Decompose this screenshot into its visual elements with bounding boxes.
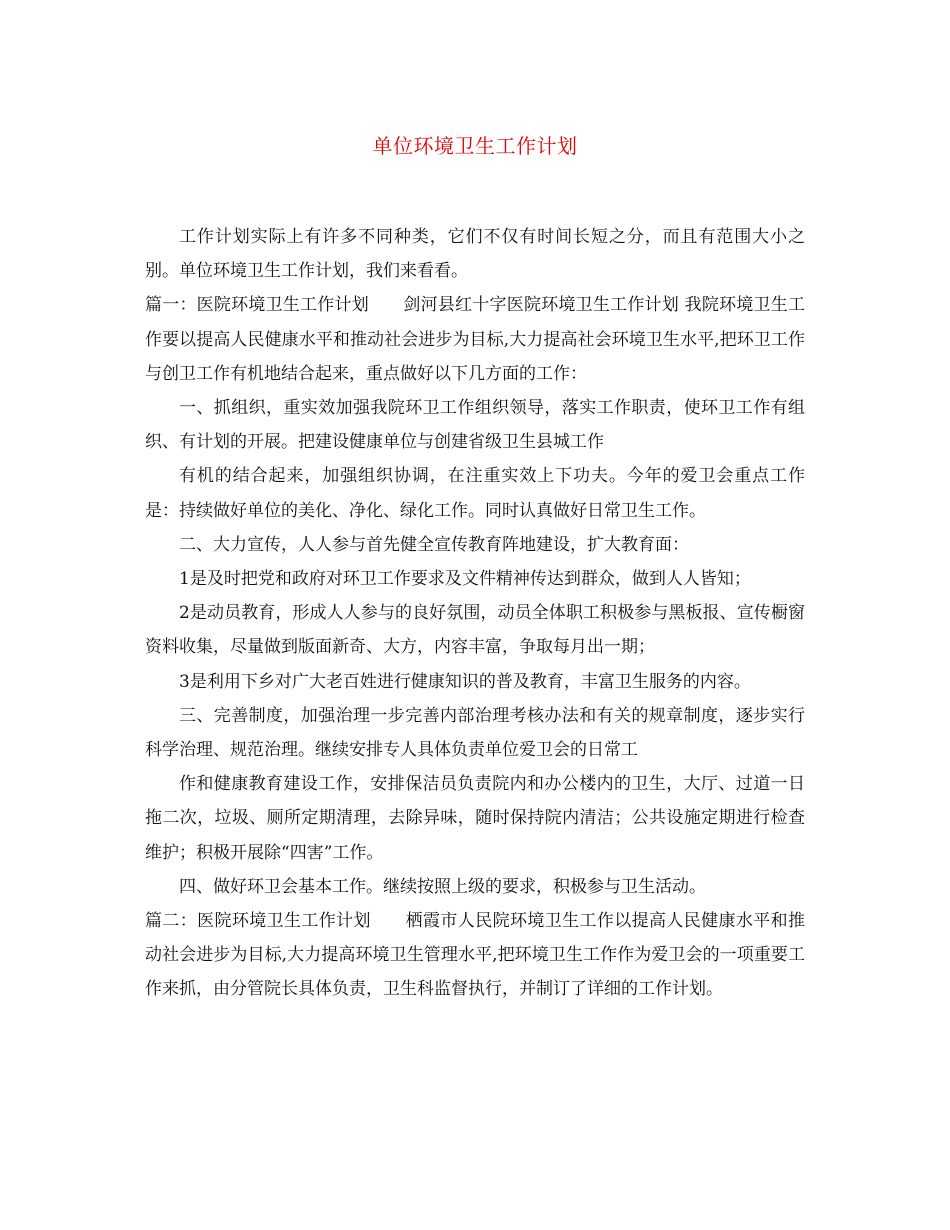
paragraph-item-four: 四、做好环卫会基本工作。继续按照上级的要求，积极参与卫生活动。 bbox=[179, 876, 706, 897]
paragraph-item-three-continued: 作和健康教育建设工作，安排保洁员负责院内和办公楼内的卫生，大厅、过道一日拖二次，垃圾、厕所定期清理，去除异味，随时保持院内清洁；公共设施定期进行检查维护；积极开展除“四害”工作。 bbox=[145, 774, 805, 863]
paragraph-item-three: 三、完善制度，加强治理一步完善内部治理考核办法和有关的规章制度，逐步实行科学治理、规范治理。继续安排专人具体负责单位爱卫会的日常工 bbox=[145, 705, 805, 761]
paragraph-point-2: 2是动员教育，形成人人参与的良好氛围，动员全体职工积极参与黑板报、宣传橱窗资料收集，尽量做到版面新奇、大方，内容丰富，争取每月出一期； bbox=[145, 603, 805, 658]
paragraph-item-two: 二、大力宣传，人人参与首先健全宣传教育阵地建设，扩大教育面： bbox=[179, 534, 689, 555]
paragraph-item-one: 一、抓组织，重实效加强我院环卫工作组织领导，落实工作职责，使环卫工作有组织、有计划的开展。把建设健康单位与创建省级卫生县城工作 bbox=[145, 398, 805, 453]
paragraph-part-two: 篇二：医院环境卫生工作计划 栖霞市人民院环境卫生工作以提高人民健康水平和推动社会进步为目标,大力提高环境卫生管理水平,把环境卫生工作作为爱卫会的一项重要工作来抓，由分管院长具体负责，卫生科监督执行，并制订了详细的工作计划。 bbox=[145, 911, 805, 1000]
paragraph-intro: 工作计划实际上有许多不同种类，它们不仅有时间长短之分，而且有范围大小之别。单位环境卫生工作计划，我们来看看。 bbox=[145, 227, 805, 282]
paragraph-point-1: 1是及时把党和政府对环卫工作要求及文件精神传达到群众，做到人人皆知； bbox=[179, 569, 751, 590]
document-body bbox=[145, 220, 805, 1007]
paragraph-point-3: 3是利用下乡对广大老百姓进行健康知识的普及教育，丰富卫生服务的内容。 bbox=[179, 671, 751, 692]
paragraph-part-one-heading: 篇一：医院环境卫生工作计划 剑河县红十字医院环境卫生工作计划 我院环境卫生工作要以提高人民健康水平和推动社会进步为目标,大力提高社会环境卫生水平,把环卫工作与创卫工作有机地结合起来，重点做好以下几方面的工作： bbox=[145, 295, 805, 384]
document-title: 单位环境卫生工作计划 bbox=[372, 134, 578, 158]
paragraph-item-one-continued: 有机的结合起来，加强组织协调，在注重实效上下功夫。今年的爱卫会重点工作是：持续做好单位的美化、净化、绿化工作。同时认真做好日常卫生工作。 bbox=[145, 466, 805, 521]
